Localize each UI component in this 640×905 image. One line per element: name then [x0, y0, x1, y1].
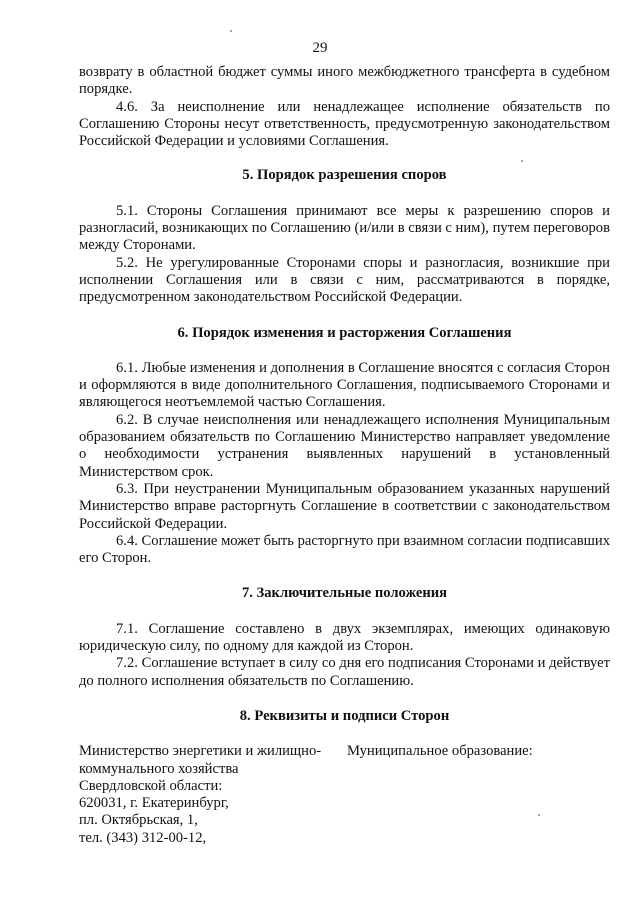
section-7-heading: 7. Заключительные положения [241, 585, 448, 602]
paragraph-5-2: 5.2. Не урегулированные Сторонами споры и разногласия, возникшие при исполнении Соглашения или в связи с ним, рассматриваются в порядке, предусмотренном законодательством Российской Федерации. [79, 254, 610, 306]
ministry-phone: тел. (343) 312-00-12, [79, 829, 207, 846]
document-body [79, 64, 610, 847]
scan-speck [230, 30, 232, 32]
ministry-address-line-2: пл. Октябрьская, 1, [79, 812, 198, 829]
paragraph-6-4: 6.4. Соглашение может быть расторгнуто при взаимном согласии подписавших его Сторон. [79, 532, 610, 567]
page-number: 29 [312, 40, 328, 56]
paragraph-7-1: 7.1. Соглашение составлено в двух экземплярах, имеющих одинаковую юридическую силу, по одному для каждой из Сторон. [79, 620, 610, 655]
ministry-address-line-1: 620031, г. Екатеринбург, [79, 795, 229, 812]
paragraph-7-2: 7.2. Соглашение вступает в силу со дня его подписания Сторонами и действует до полного исполнения обязательств по Соглашению. [79, 655, 610, 689]
section-5-heading: 5. Порядок разрешения споров [242, 167, 447, 184]
paragraph-continuation: возврату в областной бюджет суммы иного межбюджетного трансферта в судебном порядке. [79, 64, 610, 98]
paragraph-6-2: 6.2. В случае неисполнения или ненадлежащего исполнения Муниципальным образованием обязательств по Соглашению Министерство направляет уведомление о необходимости устранения выявленных нарушений в установленный Министерством срок. [79, 411, 610, 480]
ministry-line-2: коммунального хозяйства [79, 760, 239, 777]
ministry-line-3: Свердловской области: [79, 777, 223, 794]
municipality-line-1: Муниципальное образование: [347, 743, 533, 760]
ministry-line-1: Министерство энергетики и жилищно- [79, 743, 322, 760]
scan-speck [538, 814, 540, 816]
signature-municipality [347, 743, 610, 847]
paragraph-6-3: 6.3. При неустранении Муниципальным образованием указанных нарушений Министерство вправе расторгнуть Соглашение в соответствии с законодательством Российской Федерации. [79, 480, 610, 532]
paragraph-6-1: 6.1. Любые изменения и дополнения в Соглашение вносятся с согласия Сторон и оформляются в виде дополнительного Соглашения, подписываемого Сторонами и являющегося неотъемлемой частью Соглашения. [79, 359, 610, 411]
paragraph-4-6: 4.6. За неисполнение или ненадлежащее исполнение обязательств по Соглашению Стороны несут ответственность, предусмотренную законодательством Российской Федерации и условиями Соглашения. [79, 98, 610, 150]
section-6-heading: 6. Порядок изменения и расторжения Соглашения [177, 324, 512, 341]
section-8-heading: 8. Реквизиты и подписи Сторон [239, 707, 450, 724]
scan-speck [521, 160, 523, 162]
signature-ministry [79, 743, 347, 847]
signature-block [79, 743, 610, 847]
paragraph-5-1: 5.1. Стороны Соглашения принимают все меры к разрешению споров и разногласий, возникающих по Соглашению (и/или в связи с ним), путем переговоров между Сторонами. [79, 202, 610, 254]
